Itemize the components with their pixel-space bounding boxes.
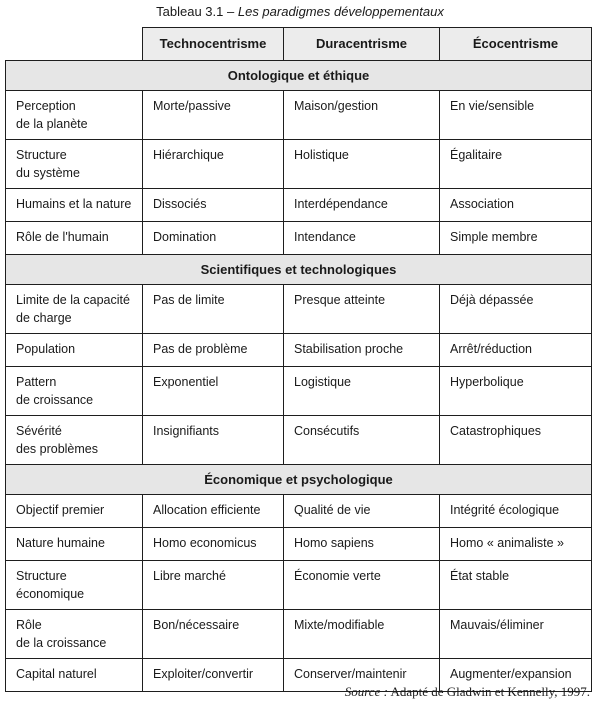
ecocentrisme-cell: Homo « animaliste »	[440, 528, 592, 561]
row-label-line: Rôle	[16, 618, 42, 632]
duracentrisme-cell: Logistique	[284, 367, 440, 416]
table-row	[6, 334, 592, 367]
source-label: Source :	[344, 684, 388, 699]
row-label-line: Capital naturel	[16, 667, 97, 681]
section-title: Scientifiques et technologiques	[6, 255, 592, 285]
technocentrisme-cell: Exploiter/convertir	[143, 659, 284, 692]
technocentrisme-cell: Dissociés	[143, 189, 284, 222]
table-row	[6, 367, 592, 416]
row-label-line: Objectif premier	[16, 503, 105, 517]
duracentrisme-cell: Conserver/maintenir	[284, 659, 440, 692]
table-row	[6, 416, 592, 465]
row-label-line: Humains et la nature	[16, 197, 132, 211]
ecocentrisme-cell: Déjà dépassée	[440, 285, 592, 334]
technocentrisme-cell: Homo economicus	[143, 528, 284, 561]
row-label-line: Limite de la capacité	[16, 293, 130, 307]
column-header-duracentrisme: Duracentrisme	[284, 28, 440, 61]
row-label	[6, 367, 143, 416]
ecocentrisme-cell: Augmenter/expansion	[440, 659, 592, 692]
row-label	[6, 528, 143, 561]
ecocentrisme-cell: État stable	[440, 561, 592, 610]
caption-title: Les paradigmes développementaux	[237, 4, 444, 19]
table-body	[6, 61, 592, 692]
row-label	[6, 495, 143, 528]
paradigms-table	[5, 27, 592, 692]
duracentrisme-cell: Mixte/modifiable	[284, 610, 440, 659]
technocentrisme-cell: Domination	[143, 222, 284, 255]
row-label-line: Structure	[16, 569, 67, 583]
row-label	[6, 659, 143, 692]
ecocentrisme-cell: Égalitaire	[440, 140, 592, 189]
row-label	[6, 334, 143, 367]
row-label-line: de charge	[16, 311, 72, 325]
duracentrisme-cell: Intendance	[284, 222, 440, 255]
ecocentrisme-cell: Mauvais/éliminer	[440, 610, 592, 659]
ecocentrisme-cell: Intégrité écologique	[440, 495, 592, 528]
column-header-ecocentrisme: Écocentrisme	[440, 28, 592, 61]
header-blank-cell	[6, 28, 143, 61]
row-label-line: Pattern	[16, 375, 57, 389]
duracentrisme-cell: Maison/gestion	[284, 91, 440, 140]
row-label-line: Structure	[16, 148, 67, 162]
section-row	[6, 61, 592, 91]
technocentrisme-cell: Pas de problème	[143, 334, 284, 367]
source-note	[345, 684, 590, 700]
row-label-line: de la planète	[16, 117, 88, 131]
row-label	[6, 610, 143, 659]
row-label-line: Population	[16, 342, 76, 356]
table-row	[6, 91, 592, 140]
source-text: Adapté de Gladwin et Kennelly, 1997.	[390, 684, 590, 699]
table-row	[6, 495, 592, 528]
duracentrisme-cell: Homo sapiens	[284, 528, 440, 561]
row-label-line: Rôle de l'humain	[16, 230, 109, 244]
table-row	[6, 561, 592, 610]
duracentrisme-cell: Qualité de vie	[284, 495, 440, 528]
technocentrisme-cell: Allocation efficiente	[143, 495, 284, 528]
header-row	[6, 28, 592, 61]
row-label	[6, 189, 143, 222]
technocentrisme-cell: Libre marché	[143, 561, 284, 610]
row-label	[6, 91, 143, 140]
table-row	[6, 189, 592, 222]
table-row	[6, 222, 592, 255]
ecocentrisme-cell: Hyperbolique	[440, 367, 592, 416]
row-label-line: de la croissance	[16, 636, 107, 650]
caption-label: Tableau 3.1 –	[156, 4, 235, 19]
column-header-technocentrisme: Technocentrisme	[143, 28, 284, 61]
technocentrisme-cell: Exponentiel	[143, 367, 284, 416]
row-label-line: Perception	[16, 99, 76, 113]
row-label-line: économique	[16, 587, 85, 601]
ecocentrisme-cell: Simple membre	[440, 222, 592, 255]
row-label	[6, 140, 143, 189]
ecocentrisme-cell: Arrêt/réduction	[440, 334, 592, 367]
table-row	[6, 285, 592, 334]
row-label	[6, 222, 143, 255]
ecocentrisme-cell: Association	[440, 189, 592, 222]
table-row	[6, 528, 592, 561]
row-label-line: Nature humaine	[16, 536, 105, 550]
row-label-line: Sévérité	[16, 424, 62, 438]
row-label	[6, 561, 143, 610]
table-row	[6, 610, 592, 659]
duracentrisme-cell: Interdépendance	[284, 189, 440, 222]
technocentrisme-cell: Pas de limite	[143, 285, 284, 334]
table-caption	[0, 4, 600, 19]
row-label	[6, 416, 143, 465]
row-label-line: du système	[16, 166, 80, 180]
duracentrisme-cell: Holistique	[284, 140, 440, 189]
section-row	[6, 255, 592, 285]
duracentrisme-cell: Stabilisation proche	[284, 334, 440, 367]
table-row	[6, 140, 592, 189]
row-label	[6, 285, 143, 334]
duracentrisme-cell: Consécutifs	[284, 416, 440, 465]
duracentrisme-cell: Économie verte	[284, 561, 440, 610]
section-title: Économique et psychologique	[6, 465, 592, 495]
section-title: Ontologique et éthique	[6, 61, 592, 91]
section-row	[6, 465, 592, 495]
technocentrisme-cell: Hiérarchique	[143, 140, 284, 189]
ecocentrisme-cell: En vie/sensible	[440, 91, 592, 140]
row-label-line: de croissance	[16, 393, 94, 407]
ecocentrisme-cell: Catastrophiques	[440, 416, 592, 465]
row-label-line: des problèmes	[16, 442, 98, 456]
technocentrisme-cell: Bon/nécessaire	[143, 610, 284, 659]
technocentrisme-cell: Morte/passive	[143, 91, 284, 140]
duracentrisme-cell: Presque atteinte	[284, 285, 440, 334]
technocentrisme-cell: Insignifiants	[143, 416, 284, 465]
